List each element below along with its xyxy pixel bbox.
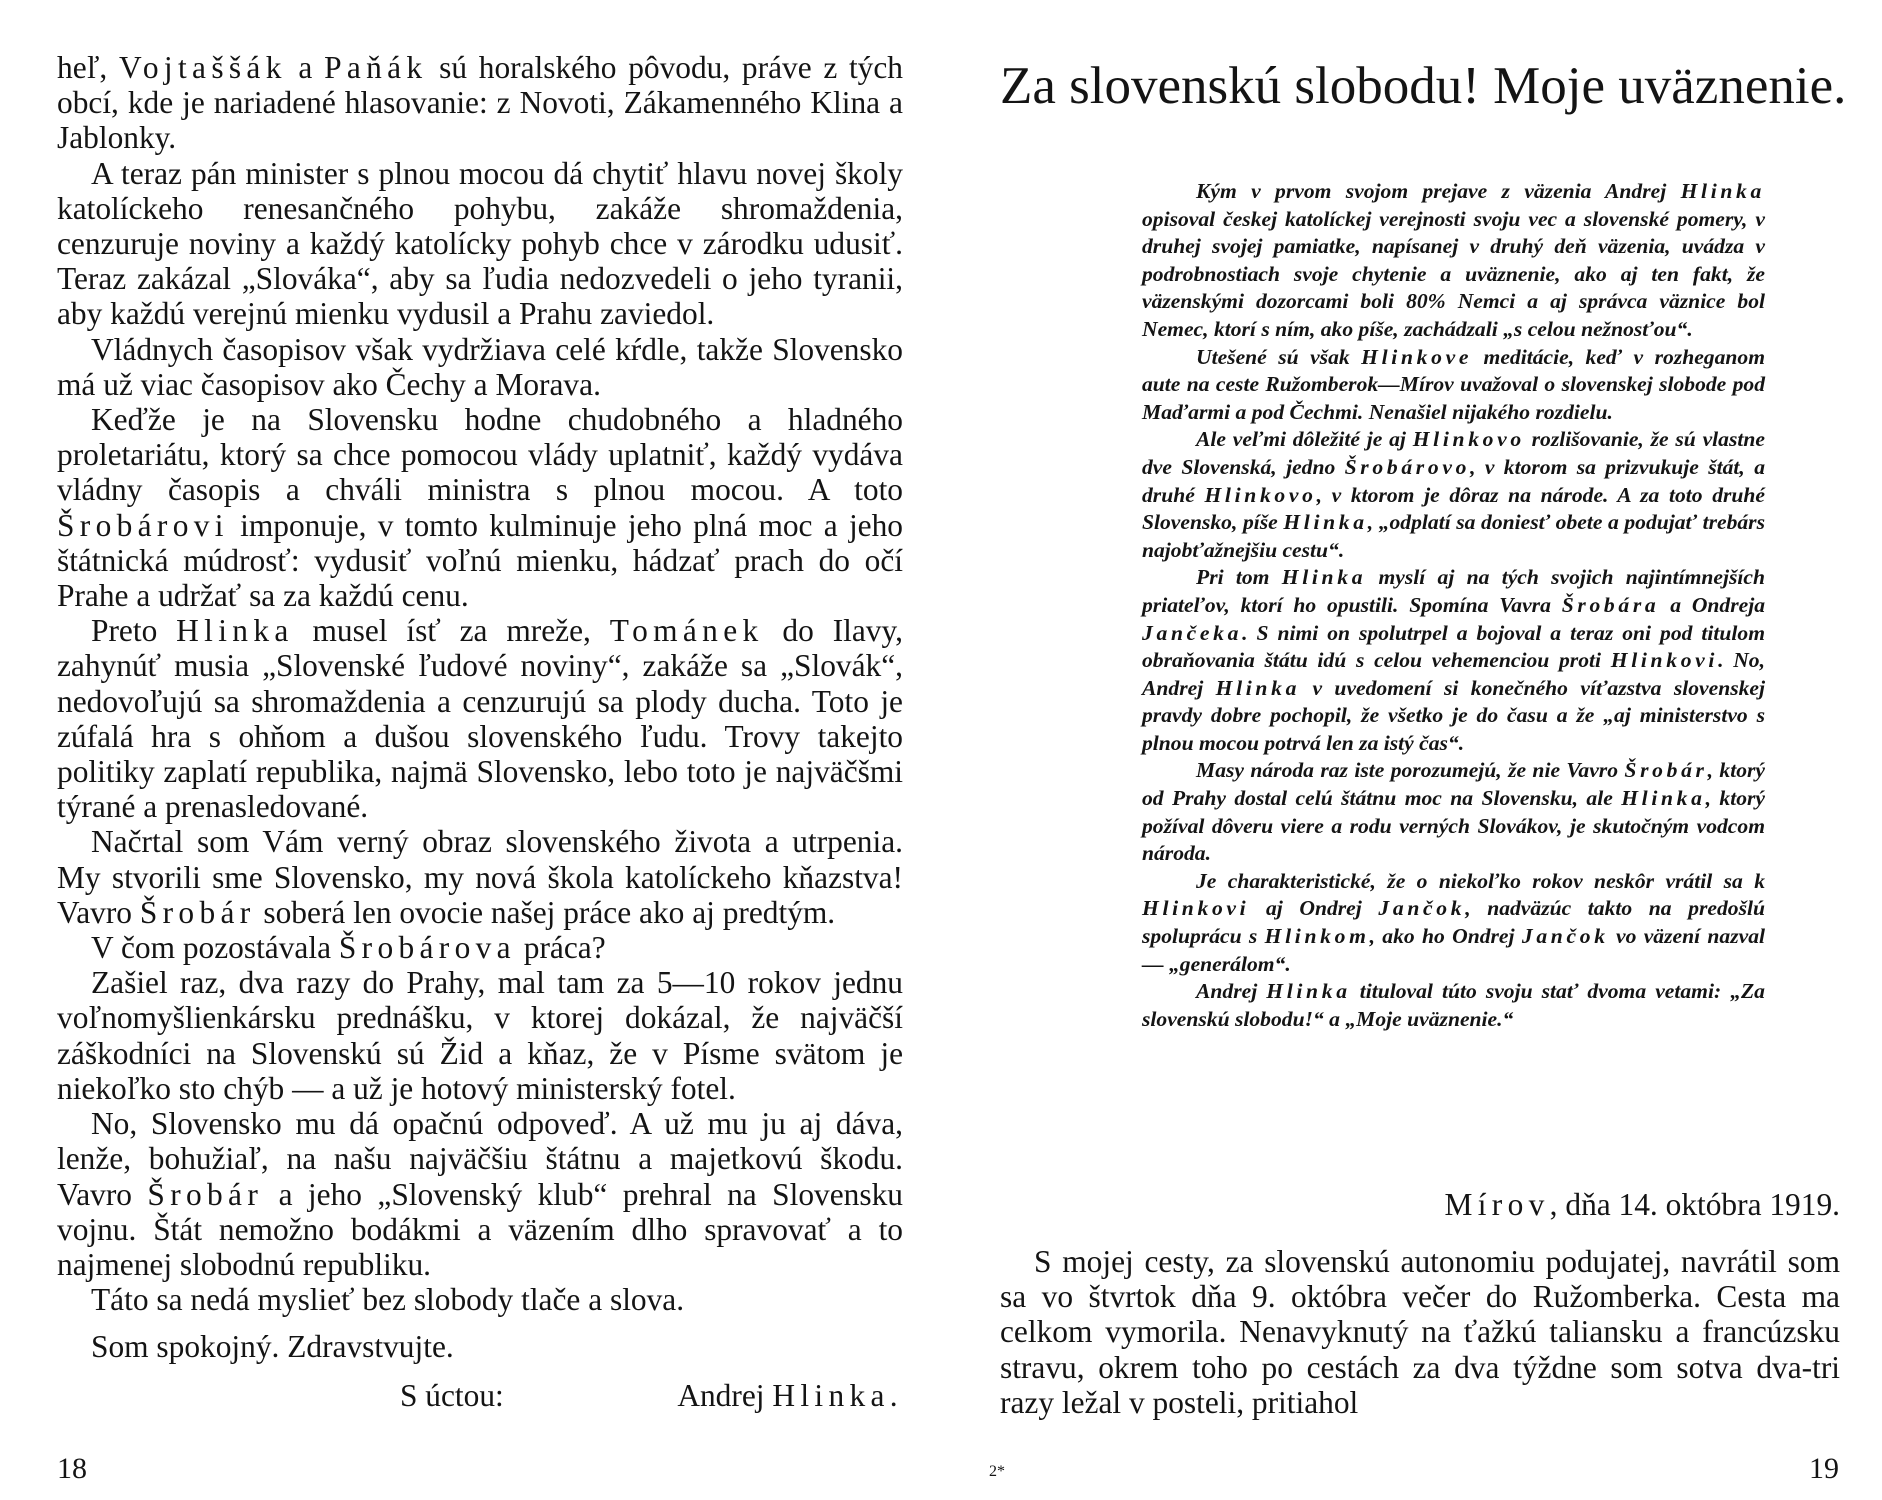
text-run: a jeho „Slovenský klub“ prehral na Slovensku vojnu. Štát nemožno bodákmi a väzením dlho spravovať a to najmenej slobodnú republiku. — [57, 1176, 903, 1282]
place-name: Mírov — [1444, 1187, 1550, 1222]
spaced-name: Jančok — [1521, 924, 1609, 949]
spaced-name: Hlinkove — [1361, 344, 1473, 369]
text-run: , v ktorom je dôraz na národe. A za toto druhé Slovensko, píše — [1142, 482, 1766, 535]
text-run: Zašiel raz, dva razy do Prahy, mal tam za 5—10 rokov jednu voľnomyšlienkársku prednášku, v ktorej dokázal, že najväčší záškodníci na Slovenskú sú Žid a kňaz, že v Písme svätom je niekoľko sto chýb — a už je hotový ministerský fotel. — [57, 965, 903, 1106]
spaced-name: Hlinka — [1621, 786, 1706, 811]
spaced-name: Šrobárovi — [57, 507, 229, 543]
text-run: aj Ondrej — [1249, 896, 1379, 921]
chapter-title: Za slovenskú slobodu! Moje uväznenie. — [1000, 57, 1847, 115]
spaced-name: Šrobár — [147, 1176, 264, 1212]
spaced-name: Šrobárova — [338, 930, 516, 966]
text-run: heľ, — [57, 50, 119, 85]
spaced-name: Hlinka — [1281, 565, 1367, 590]
spaced-name: Šrobár — [1624, 758, 1708, 783]
text-run: Andrej — [1196, 979, 1267, 1004]
spaced-name: Hlinka — [176, 613, 294, 649]
text-run: do Ilavy, zahynúť musia „Slovenské ľudové noviny“, zakáže sa „Slovák“, nedovoľujú sa shromaždenia a cenzurujú sa plody ducha. Toto je zúfalá hra s ohňom a dušou slovenského ľudu. Trovy takejto politiky zaplatí republika, najmä Slovensko, lebo toto je najväčšmi týrané a prenasledované. — [57, 613, 903, 825]
signature-name — [677, 1378, 903, 1414]
spaced-name: Vojtaššák — [118, 50, 287, 85]
paragraph — [1142, 564, 1765, 757]
left-page-text — [57, 50, 903, 1365]
text-run: Keďže je na Slovensku hodne chudobného a hladného proletariátu, ktorý sa chce pomocou vlády uplatniť, každý vydáva vládny časopis a chváli ministra s plnou mocou. A toto — [57, 402, 903, 508]
paragraph — [1142, 757, 1765, 867]
spaced-name: Hlinka — [1680, 179, 1765, 203]
paragraph: S mojej cesty, za slovenskú autonomiu podujatej, navrátil som sa vo štvrtok dňa 9. októbra večer do Ružomberka. Cesta ma celkom vymorila. Nenavyknutý na ťažkú taliansku a francúzsku stravu, okrem toho po cestách za dva týždne som sotva dva-tri razy ležal v posteli, pritiahol — [1000, 1244, 1840, 1420]
text-run: Masy národa raz iste porozumejú, že nie Vavro — [1196, 758, 1625, 783]
text-run: Vládnych časopisov však vydržiava celé kŕdle, takže Slovensko má už viac časopisov ako Čechy a Morava. — [57, 331, 903, 402]
text-run: opisoval českej katolíckej verejnosti svoju vec a slovenské pomery, v druhej svojej pamiatke, napísanej v druhý deň väzenia, uvádza v podrobnostiach svoje chytenie a uväznenie, ako aj ten fakt, že väzenskými dozorcami boli 80% Nemci a aj správca väznice bol Nemec, ktorí s ním, ako píše, zachádzali „s celou nežnosťou“. — [1142, 206, 1765, 341]
letter-date: , dňa 14. októbra 1919. — [1549, 1187, 1840, 1222]
text-run: Som spokojný. Zdravstvujte. — [91, 1329, 454, 1365]
spaced-name: Hlinkovi — [1142, 896, 1250, 921]
text-run: v uvedomení si konečného víťazstva slovenskej pravdy dobre pochopil, že všetko je do času a že „aj ministerstvo s plnou mocou potrvá len za istý čas“. — [1142, 675, 1765, 755]
paragraph — [57, 402, 903, 613]
text-run: sú horalského pôvodu, práve z tých obcí, kde je nariadené hlasovanie: z Novoti, Zákamenného Klina a Jablonky. — [57, 50, 903, 156]
paragraph — [1142, 978, 1765, 1033]
text-run: tituloval túto svoju stať dvoma vetami: „Za slovenskú slobodu!“ a „Moje uväznenie.“ — [1142, 979, 1765, 1031]
text-run: , ktorý požíval dôveru viere a rodu verných Slovákov, je skutočným vodcom národa. — [1142, 786, 1765, 866]
text-run: Načrtal som Vám verný obraz slovenského života a utrpenia. My stvorili sme Slovensko, my nová škola katolíckeho kňazstva! Vavro — [57, 824, 903, 930]
text-run: V čom pozostávala — [91, 930, 339, 966]
paragraph — [57, 332, 903, 402]
text-run: , nadväzúc takto na predošlú spoluprácu s — [1142, 896, 1765, 949]
paragraph — [57, 1106, 903, 1282]
text-run: Kým v prvom svojom prejave z väzenia Andrej — [1196, 179, 1681, 203]
text-run: No, Slovensko mu dá opačnú odpoveď. A už mu ju aj dáva, lenže, bohužiaľ, na našu najväčšiu štátnu a majetkovú škodu. Vavro — [57, 1106, 903, 1212]
text-run: musel ísť za mreže, — [293, 613, 610, 649]
paragraph — [57, 1282, 903, 1317]
paragraph — [1142, 426, 1765, 564]
spaced-name: Hlinkovi — [1610, 648, 1719, 673]
page-number-left: 18 — [57, 1452, 87, 1485]
signature-first-name: Andrej — [677, 1378, 765, 1413]
right-page — [941, 0, 1882, 1500]
text-run: imponuje, v tomto kulminuje jeho plná moc a jeho štátnická múdrosť: vydusiť voľnú mienku, hádzať prach do očí Prahe a udržať sa za každú cenu. — [57, 507, 903, 614]
text-run: rozlišovanie, že sú vlastne dve Slovenská, jedno — [1142, 427, 1765, 479]
spaced-name: Hlinkom — [1264, 924, 1370, 949]
place-date-line — [1000, 1187, 1840, 1223]
text-run: Táto sa nedá myslieť bez slobody tlače a slova. — [91, 1282, 685, 1318]
right-page-text — [1000, 1244, 1840, 1420]
text-run: , ako ho Ondrej — [1369, 924, 1522, 949]
text-run: myslí aj na tých svojich najintímnejších priateľov, ktorí ho opustili. Spomína Vavra — [1142, 565, 1766, 617]
text-run: Ale veľmi dôležité je aj — [1196, 427, 1413, 452]
spaced-name: Hlinka — [1283, 510, 1368, 535]
paragraph — [57, 613, 903, 824]
spaced-name: Tománek — [609, 613, 764, 649]
paragraph — [57, 50, 903, 156]
paragraph — [57, 156, 903, 332]
spaced-name: Šrobár — [139, 894, 256, 930]
spaced-name: Hlinkovo — [1204, 482, 1317, 507]
spaced-name: Jančeka — [1142, 620, 1243, 645]
paragraph — [1142, 344, 1765, 427]
text-run: Je charakteristické, že o niekoľko rokov neskôr vrátil sa k — [1196, 868, 1765, 893]
signature-last-name: Hlinka. — [772, 1378, 903, 1413]
paragraph — [57, 824, 903, 930]
text-run: . No, Andrej — [1142, 648, 1765, 700]
spaced-name: Paňák — [324, 50, 428, 85]
text-run: Preto — [91, 613, 177, 649]
spaced-name: Jančok — [1378, 896, 1466, 921]
spaced-name: Šrobára — [1561, 592, 1660, 617]
spaced-name: Hlinka — [1215, 675, 1301, 700]
text-run: Utešené sú však — [1196, 344, 1362, 369]
text-run: meditácie, keď v rozheganom aute na ceste Ružomberok—Mírov uvažoval o slovenskej slobode pod Maďarmi a pod Čechmi. Nenašiel nijakého rozdielu. — [1142, 344, 1765, 424]
paragraph — [57, 1329, 903, 1364]
signature-greeting: S úctou: — [400, 1378, 504, 1413]
text-run: , v ktorom sa prizvukuje štát, a druhé — [1142, 454, 1765, 507]
text-run: a Ondreja — [1659, 592, 1766, 617]
text-run: , ktorý od Prahy dostal celú štátnu moc na Slovensku, ale — [1142, 758, 1765, 811]
paragraph — [57, 930, 903, 965]
text-run: Pri tom — [1196, 565, 1282, 590]
page-number-right: 19 — [1809, 1452, 1839, 1485]
paragraph — [1142, 178, 1765, 344]
text-run: vo väzení nazval — „generálom“. — [1142, 924, 1765, 976]
spaced-name: Šrobárovo — [1344, 454, 1471, 479]
paragraph — [1142, 868, 1765, 978]
text-run: práca? — [515, 930, 606, 966]
text-run: A teraz pán minister s plnou mocou dá chytiť hlavu novej školy katolíckeho renesančného pohybu, zakáže shromaždenia, cenzuruje noviny a každý katolícky pohyb chce v zárodku udusiť. Teraz zakázal „Slováka“, aby sa ľudia nedozvedeli o jeho tyranii, aby každú verejnú mienku vydusil a Prahu zaviedol. — [57, 155, 903, 332]
signature-mark: 2* — [989, 1463, 1005, 1480]
text-run: a — [286, 50, 325, 85]
spaced-name: Hlinka — [1266, 979, 1351, 1004]
editor-intro — [1142, 178, 1765, 1033]
spaced-name: Hlinkovo — [1412, 427, 1525, 452]
text-run: . S nimi on spolutrpel a bojoval a teraz oni pod titulom obraňovania štátu idú s celou vehemenciou proti — [1142, 620, 1765, 673]
text-run: , „odplatí sa doniesť obete a podujať trebárs najobťažnejšiu cestu“. — [1142, 510, 1765, 562]
paragraph — [57, 965, 903, 1106]
text-run: soberá len ovocie našej práce ako aj predtým. — [255, 894, 836, 930]
